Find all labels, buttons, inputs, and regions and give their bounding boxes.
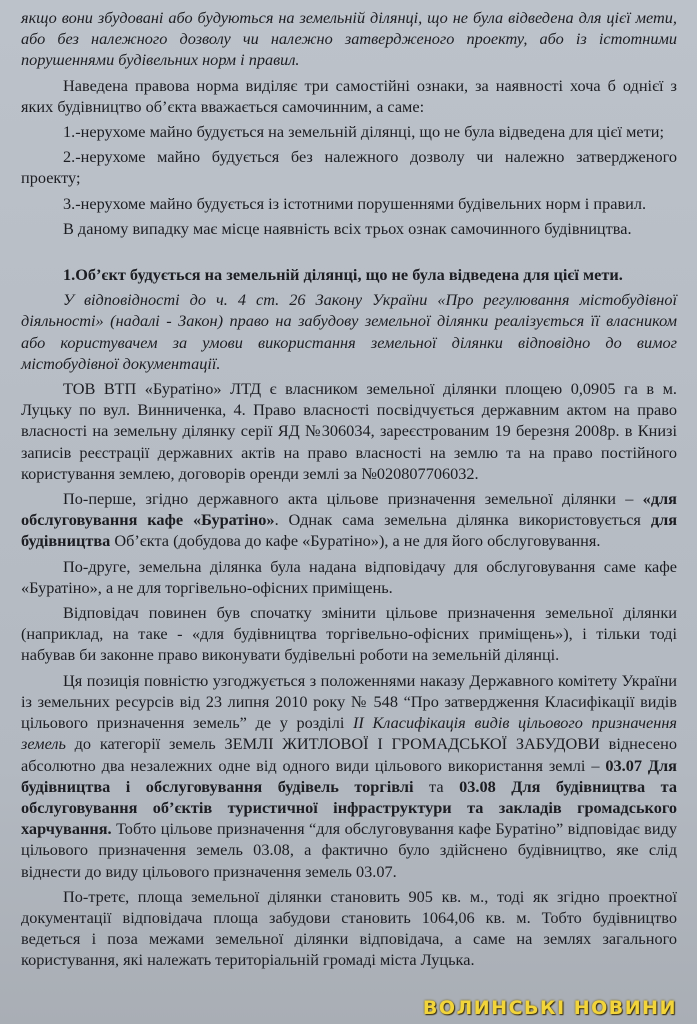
bold-text: 1.Об’єкт будується на земельній ділянці, що не була відведена для цієї мети. bbox=[63, 265, 623, 285]
paragraph bbox=[21, 488, 677, 552]
paragraph bbox=[21, 193, 677, 214]
paragraph bbox=[21, 218, 677, 239]
bold-text: для будівництва bbox=[21, 510, 678, 551]
paragraph bbox=[21, 7, 677, 71]
paragraph bbox=[21, 602, 677, 666]
paragraph bbox=[21, 264, 677, 285]
text-run: до категорії земель ЗЕМЛІ ЖИТЛОВОЇ І ГРОМАДСЬКОЇ ЗАБУДОВИ віднесено абсолютно два незалежних одне від одного види цільового використання землі – bbox=[21, 734, 677, 775]
bold-text: 03.07 Для будівництва і обслуговування будівель торгівлі bbox=[21, 755, 677, 796]
paragraph bbox=[21, 75, 677, 117]
text-run: По-перше, згідно державного акта цільове призначення земельної ділянки – bbox=[63, 489, 643, 509]
text-run: ТОВ ВТП «Буратіно» ЛТД є власником земельної ділянки площею 0,0905 га в м. Луцьку по вул. Винниченка, 4. Право власності посвідчується державним актом на право власності на земельну ділянку серії ЯД №306034, зареєстрованим 19 березня 2008р. в Книзі записів реєстрації державних актів на право власності на землю та на право постійного користування землею, договорів оренди землі за №020807706032. bbox=[21, 379, 677, 483]
italic-text: якщо вони збудовані або будуються на земельній ділянці, що не була відведена для цієї мети, або без належного дозволу чи належно затвердженого проекту, або із істотними порушеннями будівельних норм і правил. bbox=[21, 8, 677, 70]
paragraph bbox=[21, 556, 677, 598]
text-run: 1.-нерухоме майно будується на земельній ділянці, що не була відведена для цієї мети; bbox=[63, 122, 664, 142]
paragraph bbox=[21, 670, 677, 882]
bold-text: 03.08 Для будівництва та обслуговування об’єктів туристичної інфраструктури та закладів громадського харчування. bbox=[21, 776, 678, 839]
bold-text: «для обслуговування кафе «Буратіно» bbox=[21, 489, 677, 530]
paragraph bbox=[21, 378, 677, 484]
text-run: По-друге, земельна ділянка була надана відповідачу для обслуговування саме кафе «Буратіно», а не для торгівельно-офісних приміщень. bbox=[21, 556, 677, 597]
paragraph bbox=[21, 121, 677, 142]
paragraph bbox=[21, 146, 677, 188]
paragraph bbox=[21, 289, 677, 374]
text-run: В даному випадку має місце наявність всіх трьох ознак самочинного будівництва. bbox=[63, 218, 632, 238]
text-run: 3.-нерухоме майно будується із істотними порушеннями будівельних норм і правил. bbox=[63, 193, 647, 213]
italic-text: У відповідності до ч. 4 ст. 26 Закону України «Про регулювання містобудівної діяльності» (надалі - Закон) право на забудову земельної ділянки реалізується її власником або користувачем за умови використання земельної ділянки відповідно до вимог містобудівної документації. bbox=[21, 290, 677, 373]
text-run: По-третє, площа земельної ділянки становить 905 кв. м., тоді як згідно проектної документації відповідача площа забудови становить 1064,06 кв. м. Тобто будівництво ведеться і поза межами земельної ділянки відповідача, а саме на землях загального користування, які належать територіальній громаді міста Луцька. bbox=[21, 886, 677, 970]
text-run: Відповідач повинен був спочатку змінити цільове призначення земельної ділянки (наприклад, на таке - «для будівництва торгівельно-офісних приміщень»), і тільки тоді набував би законне право виконувати будівельні роботи на земельній ділянці. bbox=[21, 603, 677, 665]
text-run: 2.-нерухоме майно будується без належного дозволу чи належно затвердженого проекту; bbox=[21, 147, 677, 188]
text-run: Ця позиція повністю узгоджується з положеннями наказу Державного комітету України із земельних ресурсів від 23 липня 2010 року № 548 “Про затвердження Класифікації видів цільового призначення земель” де у розділі bbox=[21, 670, 677, 733]
watermark-logo: ВОЛИНСЬКІ НОВИНИ bbox=[422, 997, 677, 1019]
text-run: . Однак сама земельна ділянка використовується bbox=[274, 510, 651, 530]
document-body bbox=[21, 7, 677, 975]
text-run: Об’єкта (добудова до кафе «Буратіно»), а не для його обслуговування. bbox=[110, 531, 601, 551]
text-run: Наведена правова норма виділяє три самостійні ознаки, за наявності хоча б однієї з яких будівництво об’єкта вважається самочинним, а саме: bbox=[21, 75, 677, 116]
text-run: та bbox=[413, 776, 460, 796]
paragraph bbox=[21, 886, 677, 971]
text-run: Тобто цільове призначення “для обслуговування кафе Буратіно” відповідає виду цільового призначення земель 03.08, а фактично було здійснено будівництво, яке слід віднести до виду цільового призначення земель 03.07. bbox=[21, 819, 677, 881]
italic-text: II Класифікація видів цільового призначення земель bbox=[21, 713, 677, 754]
